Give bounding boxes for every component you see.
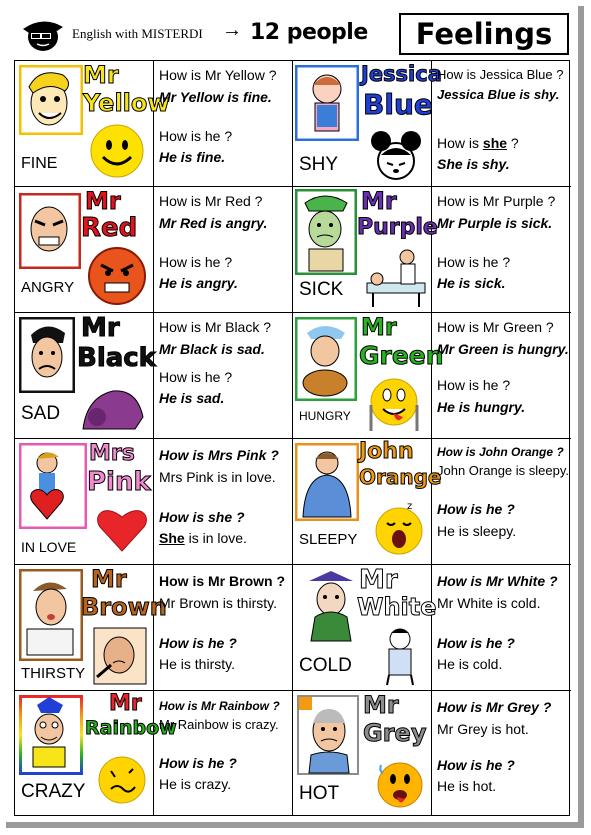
name-colour: Blue	[363, 88, 433, 121]
answer-2: He is hungry.	[437, 399, 526, 415]
in-love-person-icon	[19, 443, 87, 529]
dialogue-cell-mrs-pink	[154, 439, 293, 565]
question-2: How is she ?	[159, 509, 245, 525]
answer-2: He is thirsty.	[159, 656, 235, 672]
name-colour: Red	[81, 213, 138, 243]
name-title: Mr	[83, 61, 119, 89]
answer-2: She is in love.	[159, 530, 247, 546]
answer-1: Mr Black is sad.	[159, 341, 265, 357]
sad-figure-icon	[77, 377, 149, 433]
answer-2: He is hot.	[437, 778, 497, 794]
answer-1: Mr White is cold.	[437, 595, 541, 611]
answer-2: She is shy.	[437, 156, 510, 172]
sleepy-person-icon	[295, 443, 359, 521]
answer-1: Mr Yellow is fine.	[159, 89, 272, 105]
question-1: How is John Orange ?	[437, 445, 564, 459]
picture-cell-mr-black	[15, 313, 154, 439]
picture-cell-mr-white	[293, 565, 437, 691]
sad-person-icon	[19, 317, 75, 393]
name-title: Mr	[81, 313, 120, 343]
question-2: How is she ?	[437, 135, 519, 151]
question-2: How is he ?	[437, 635, 515, 651]
hot-person-icon	[297, 695, 359, 775]
dialogue-cell-mr-rainbow	[154, 691, 293, 816]
feeling-word: COLD	[299, 655, 352, 676]
question-1: How is Mr Brown ?	[159, 573, 285, 589]
shy-girl-emoji-icon	[367, 127, 425, 183]
name-colour: Rainbow	[85, 717, 177, 739]
answer-1: Mrs Pink is in love.	[159, 469, 276, 485]
feeling-word: HUNGRY	[299, 409, 351, 423]
answer-2: He is fine.	[159, 149, 226, 165]
picture-cell-mr-yellow	[15, 61, 170, 187]
picture-cell-mr-red	[15, 187, 154, 313]
doctor-patient-icon	[363, 247, 429, 309]
question-1: How is Mr Purple ?	[437, 193, 556, 209]
name-colour: Brown	[81, 593, 167, 621]
dialogue-cell-mr-yellow	[154, 61, 293, 187]
header	[0, 0, 578, 60]
angry-person-icon	[19, 193, 81, 269]
feeling-word: CRAZY	[21, 781, 86, 802]
hungry-smiley-icon	[367, 375, 421, 433]
name-title: Mr	[109, 691, 142, 716]
feeling-word: SLEEPY	[299, 531, 358, 548]
answer-1: Jessica Blue is shy.	[437, 87, 560, 102]
feeling-word: SICK	[299, 279, 344, 300]
answer-1: Mr Grey is hot.	[437, 721, 529, 737]
misterdi-logo-icon	[17, 13, 69, 53]
hot-smiley-icon	[375, 757, 425, 809]
name-title: Mr	[361, 313, 397, 341]
question-1: How is Mrs Pink ?	[159, 447, 279, 463]
dialogue-cell-mr-white	[432, 565, 571, 691]
feeling-word: SAD	[21, 403, 61, 424]
name-colour: Green	[359, 341, 444, 370]
answer-2: He is sick.	[437, 275, 506, 291]
name-colour: Yellow	[83, 89, 170, 117]
picture-cell-john-orange	[293, 439, 442, 565]
heart-icon	[95, 505, 149, 553]
name-colour: Purple	[357, 215, 438, 240]
feeling-word: HOT	[299, 783, 340, 804]
yawning-smiley-icon	[373, 499, 425, 559]
dialogue-cell-mr-black	[154, 313, 293, 439]
svg-text:z: z	[407, 501, 413, 512]
answer-2: He is sleepy.	[437, 523, 517, 539]
question-1: How is Mr Black ?	[159, 319, 272, 335]
shy-person-icon	[295, 65, 359, 141]
feeling-word: FINE	[21, 155, 58, 172]
sick-person-icon	[295, 189, 357, 275]
fine-person-icon	[19, 65, 83, 135]
picture-cell-mr-grey	[293, 691, 432, 816]
question-1: How is Mr White ?	[437, 573, 558, 589]
angry-smiley-icon	[85, 245, 149, 307]
name-title: Mr	[363, 691, 399, 719]
dialogue-cell-mr-brown	[154, 565, 293, 691]
dialogue-cell-mr-green	[432, 313, 571, 439]
name-title: John	[359, 439, 414, 464]
name-colour: Black	[77, 343, 156, 373]
question-2: How is he ?	[437, 254, 511, 270]
name-colour: Grey	[363, 719, 427, 747]
picture-cell-mr-green	[293, 313, 444, 439]
question-2: How is he ?	[159, 755, 237, 771]
answer-1: Mr Green is hungry.	[437, 341, 569, 357]
dialogue-cell-mr-purple	[432, 187, 571, 313]
name-colour: Orange	[359, 465, 442, 489]
name-title: Mr	[85, 187, 121, 215]
picture-cell-mr-brown	[15, 565, 167, 691]
name-title: Mrs	[89, 441, 135, 466]
people-count: 12 people	[250, 20, 368, 45]
question-1: How is Jessica Blue ?	[437, 67, 564, 82]
name-title: Mr	[361, 187, 397, 215]
feelings-grid	[14, 60, 570, 816]
name-title: Jessica	[361, 62, 442, 86]
picture-cell-mr-rainbow	[15, 691, 177, 816]
question-1: How is Mr Red ?	[159, 193, 263, 209]
arrow-right-icon: →	[222, 19, 242, 41]
picture-cell-mr-purple	[293, 187, 438, 313]
answer-1: Mr Purple is sick.	[437, 215, 553, 231]
cold-figure-icon	[377, 625, 423, 687]
dialogue-cell-mr-red	[154, 187, 293, 313]
question-2: How is he ?	[437, 377, 511, 393]
thirsty-person-icon	[19, 569, 83, 661]
name-colour: Pink	[87, 467, 151, 497]
answer-1: John Orange is sleepy.	[437, 463, 569, 478]
question-2: How is he ?	[437, 757, 515, 773]
answer-1: Mr Rainbow is crazy.	[159, 717, 279, 732]
dialogue-cell-john-orange	[432, 439, 571, 565]
question-2: How is he ?	[159, 369, 233, 385]
question-1: How is Mr Green ?	[437, 319, 554, 335]
question-1: How is Mr Grey ?	[437, 699, 552, 715]
feeling-word: SHY	[299, 154, 339, 175]
question-1: How is Mr Rainbow ?	[159, 699, 280, 713]
crazy-smiley-icon	[97, 755, 147, 805]
feeling-word: THIRSTY	[21, 665, 86, 682]
hungry-person-icon	[295, 317, 357, 401]
crazy-person-icon	[19, 695, 83, 775]
question-2: How is he ?	[159, 254, 233, 270]
feeling-word: ANGRY	[21, 279, 75, 296]
question-2: How is he ?	[159, 128, 233, 144]
name-colour: White	[357, 593, 437, 621]
question-2: How is he ?	[159, 635, 237, 651]
happy-smiley-icon	[89, 123, 145, 179]
answer-2: He is cold.	[437, 656, 503, 672]
site-name: English with MISTERDI	[72, 26, 203, 41]
page-title: Feelings	[399, 13, 569, 55]
question-1: How is Mr Yellow ?	[159, 67, 277, 83]
picture-cell-mrs-pink	[15, 439, 154, 565]
answer-1: Mr Brown is thirsty.	[159, 595, 277, 611]
feeling-word: IN LOVE	[21, 539, 77, 555]
name-title: Mr	[359, 565, 398, 595]
answer-2: He is sad.	[159, 390, 225, 406]
cold-person-icon	[301, 569, 361, 643]
dialogue-cell-mr-grey	[432, 691, 571, 816]
name-title: Mr	[91, 565, 127, 593]
question-2: How is he ?	[437, 501, 515, 517]
picture-cell-jessica-blue	[293, 61, 442, 187]
thirsty-figure-icon	[93, 627, 147, 685]
answer-2: He is angry.	[159, 275, 238, 291]
answer-2: He is crazy.	[159, 776, 232, 792]
answer-1: Mr Red is angry.	[159, 215, 268, 231]
dialogue-cell-jessica-blue	[432, 61, 571, 187]
